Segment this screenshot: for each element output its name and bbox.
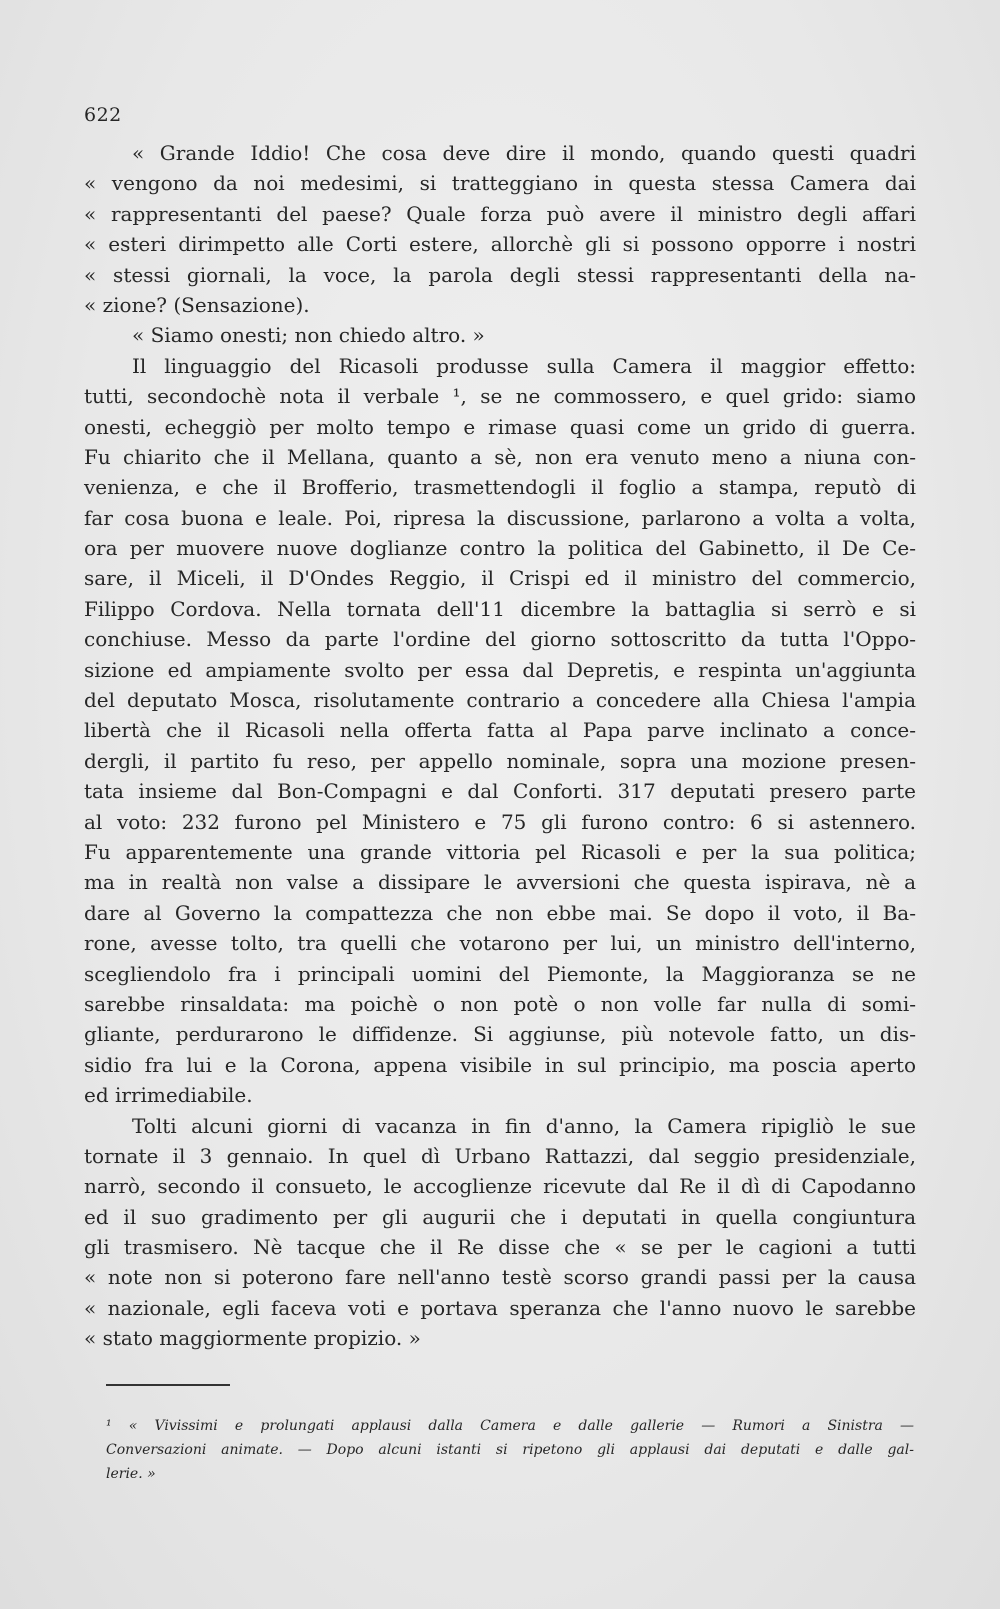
text-line: « note non si poterono fare nell'anno testè scorso grandi passi per la causa xyxy=(84,1265,916,1290)
text-line: far cosa buona e leale. Poi, ripresa la discussione, parlarono a volta a volta, xyxy=(84,505,916,530)
text-line: conchiuse. Messo da parte l'ordine del giorno sottoscritto da tutta l'Oppo- xyxy=(84,627,916,652)
footnote-divider xyxy=(106,1384,230,1386)
text-line: ed irrimediabile. xyxy=(84,1083,253,1108)
text-line: dergli, il partito fu reso, per appello nominale, sopra una mozione presen- xyxy=(84,748,916,773)
text-line: Il linguaggio del Ricasoli produsse sulla Camera il maggior effetto: xyxy=(132,353,916,378)
text-line: tornate il 3 gennaio. In quel dì Urbano Rattazzi, dal seggio presidenziale, xyxy=(84,1143,916,1168)
body-text xyxy=(84,138,916,1354)
text-line: venienza, e che il Brofferio, trasmettendogli il foglio a stampa, reputò di xyxy=(84,475,916,500)
text-line: scegliendolo fra i principali uomini del Piemonte, la Maggioranza se ne xyxy=(84,961,916,986)
text-line: « Siamo onesti; non chiedo altro. » xyxy=(132,323,485,348)
text-line: del deputato Mosca, risolutamente contrario a concedere alla Chiesa l'ampia xyxy=(84,688,916,713)
text-line: Fu chiarito che il Mellana, quanto a sè, non era venuto meno a niuna con- xyxy=(84,444,916,469)
footnote-line: ¹ « Vivissimi e prolungati applausi dalla Camera e dalle gallerie — Rumori a Sinistra — xyxy=(106,1418,914,1434)
text-line: « vengono da noi medesimi, si tratteggiano in questa stessa Camera dai xyxy=(84,171,916,196)
text-line: « rappresentanti del paese? Quale forza può avere il ministro degli affari xyxy=(84,201,916,226)
text-line: tutti, secondochè nota il verbale ¹, se ne commossero, e quel grido: siamo xyxy=(84,384,916,409)
footnote xyxy=(106,1414,914,1486)
text-line: « stato maggiormente propizio. » xyxy=(84,1326,421,1351)
text-line: rone, avesse tolto, tra quelli che votarono per lui, un ministro dell'interno, xyxy=(84,931,916,956)
text-line: « esteri dirimpetto alle Corti estere, allorchè gli si possono opporre i nostri xyxy=(84,232,916,257)
text-line: « Grande Iddio! Che cosa deve dire il mondo, quando questi quadri xyxy=(132,141,916,165)
text-line: sarebbe rinsaldata: ma poichè o non potè o non volle far nulla di somi- xyxy=(84,991,916,1016)
text-line: Fu apparentemente una grande vittoria pel Ricasoli e per la sua politica; xyxy=(84,839,916,864)
text-line: « zione? (Sensazione). xyxy=(84,292,310,317)
text-line: « nazionale, egli faceva voti e portava speranza che l'anno nuovo le sarebbe xyxy=(84,1295,916,1320)
text-line: gliante, perdurarono le diffidenze. Si aggiunse, più notevole fatto, un dis- xyxy=(84,1022,916,1047)
text-line: al voto: 232 furono pel Ministero e 75 gli furono contro: 6 si astennero. xyxy=(84,809,916,834)
text-line: gli trasmisero. Nè tacque che il Re disse che « se per le cagioni a tutti xyxy=(84,1235,916,1260)
text-line: Tolti alcuni giorni di vacanza in fin d'anno, la Camera ripigliò le sue xyxy=(132,1113,916,1138)
text-line: sare, il Miceli, il D'Ondes Reggio, il Crispi ed il ministro del commercio, xyxy=(84,566,916,591)
text-line: ma in realtà non valse a dissipare le avversioni che questa ispirava, nè a xyxy=(84,870,916,895)
footnote-line: Conversazioni animate. — Dopo alcuni istanti si ripetono gli applausi dai deputati e dalle gal- xyxy=(106,1442,914,1458)
text-line: onesti, echeggiò per molto tempo e rimase quasi come un grido di guerra. xyxy=(84,414,916,439)
text-line: libertà che il Ricasoli nella offerta fatta al Papa parve inclinato a conce- xyxy=(84,718,916,743)
footnote-line: lerie. » xyxy=(106,1466,156,1482)
text-line: Filippo Cordova. Nella tornata dell'11 dicembre la battaglia si serrò e si xyxy=(84,596,916,621)
text-line: dare al Governo la compattezza che non ebbe mai. Se dopo il voto, il Ba- xyxy=(84,900,916,925)
page-number: 622 xyxy=(84,104,122,126)
text-line: tata insieme dal Bon-Compagni e dal Conforti. 317 deputati presero parte xyxy=(84,779,916,804)
text-line: ed il suo gradimento per gli augurii che i deputati in quella congiuntura xyxy=(84,1204,916,1229)
text-line: ora per muovere nuove doglianze contro la politica del Gabinetto, il De Ce- xyxy=(84,536,916,561)
text-line: sidio fra lui e la Corona, appena visibile in sul principio, ma poscia aperto xyxy=(84,1052,916,1077)
text-line: narrò, secondo il consueto, le accoglienze ricevute dal Re il dì di Capodanno xyxy=(84,1174,916,1199)
text-line: sizione ed ampiamente svolto per essa dal Depretis, e respinta un'aggiunta xyxy=(84,657,916,682)
text-line: « stessi giornali, la voce, la parola degli stessi rappresentanti della na- xyxy=(84,262,916,287)
